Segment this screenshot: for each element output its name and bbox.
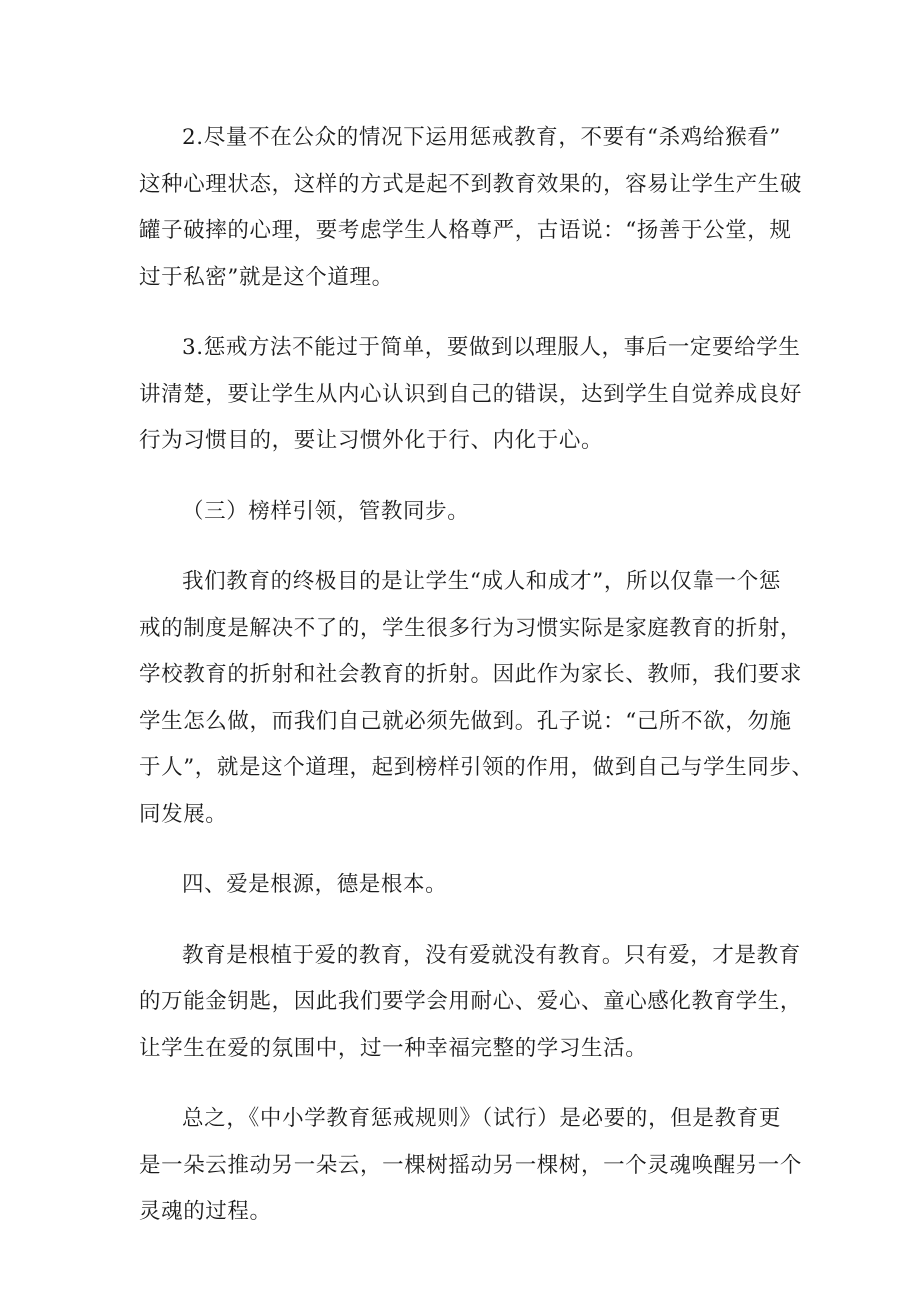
section-heading-3 <box>139 489 781 536</box>
text-line: 2.尽量不在公众的情况下运用惩戒教育，不要有“杀鸡给猴看” <box>182 125 781 150</box>
heading-line: （三）榜样引领，管教同步。 <box>182 498 470 524</box>
paragraph-point-3 <box>139 325 803 465</box>
text-line: 学生怎么做，而我们自己就必须先做到。孔子说：“己所不欲，勿施 <box>139 708 792 734</box>
text-line: 讲清楚，要让学生从内心认识到自己的错误，达到学生自觉养成良好 <box>139 381 803 407</box>
text-line: 这种心理状态，这样的方式是起不到教育效果的，容易让学生产生破 <box>139 171 803 197</box>
text-line: 灵魂的过程。 <box>139 1199 272 1224</box>
text-line: 总之，《中小学教育惩戒规则》（试行）是必要的，但是教育更 <box>182 1106 781 1131</box>
text-line: 我们教育的终极目的是让学生“成人和成才”，所以仅靠一个惩 <box>182 569 781 594</box>
text-line: 让学生在爱的氛围中，过一种幸福完整的学习生活。 <box>139 1035 648 1061</box>
text-line: 罐子破摔的心理，要考虑学生人格尊严，古语说：“扬善于公堂，规 <box>139 218 792 243</box>
text-line: 的万能金钥匙，因此我们要学会用耐心、爱心、童心感化教育学生， <box>139 989 803 1014</box>
paragraph-conclusion <box>139 1096 803 1236</box>
paragraph-love <box>139 933 803 1073</box>
text-line: 教育是根植于爱的教育，没有爱就没有教育。只有爱，才是教育 <box>182 942 801 968</box>
text-line: 行为习惯目的，要让习惯外化于行、内化于心。 <box>139 428 604 453</box>
text-line: 过于私密”就是这个道理。 <box>139 264 394 290</box>
paragraph-point-2 <box>139 115 803 301</box>
text-line: 同发展。 <box>139 801 228 827</box>
section-heading-4 <box>139 862 781 909</box>
text-line: 是一朵云推动另一朵云，一棵树摇动另一棵树，一个灵魂唤醒另一个 <box>139 1152 803 1178</box>
heading-line: 四、爱是根源，德是根本。 <box>182 872 448 897</box>
text-line: 戒的制度是解决不了的，学生很多行为习惯实际是家庭教育的折射， <box>139 615 803 641</box>
paragraph-role-model <box>139 559 814 838</box>
text-line: 3.惩戒方法不能过于简单，要做到以理服人，事后一定要给学生 <box>182 335 801 360</box>
text-line: 于人”，就是这个道理，起到榜样引领的作用，做到自己与学生同步、 <box>139 755 814 780</box>
document-body <box>139 115 814 1236</box>
text-line: 学校教育的折射和社会教育的折射。因此作为家长、教师，我们要求 <box>139 662 803 687</box>
